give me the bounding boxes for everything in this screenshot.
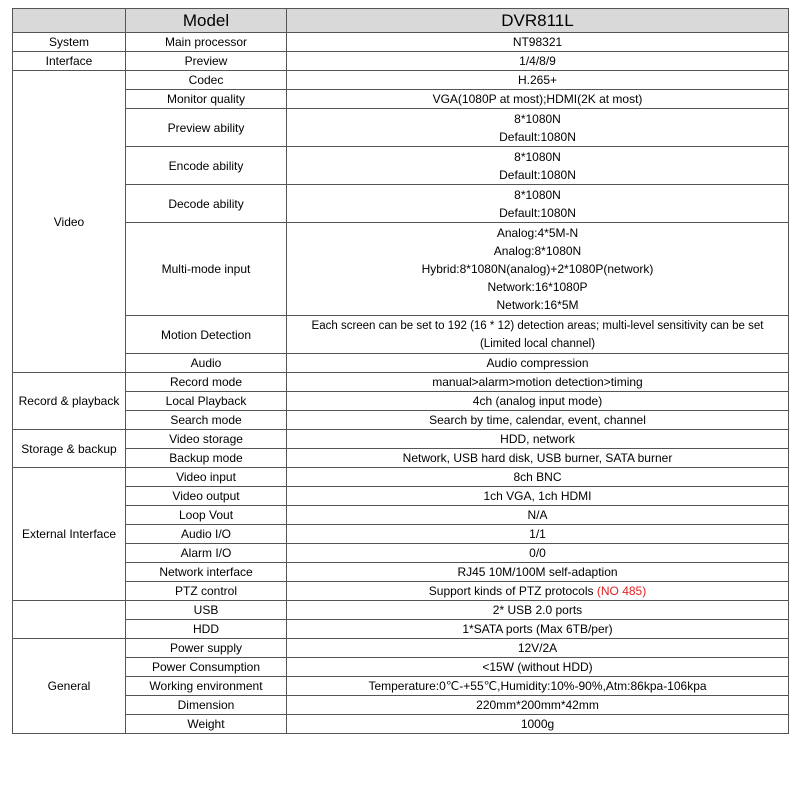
row-value: H.265+ [287,71,789,90]
value-line: 8*1080N [514,149,561,164]
row-label: USB [126,601,287,620]
row-value: <15W (without HDD) [287,658,789,677]
value-line: 8*1080N [514,187,561,202]
value-line: Network:16*1080P [487,280,588,294]
table-row [13,620,789,639]
table-row [13,33,789,52]
table-row [13,109,789,147]
table-row [13,715,789,734]
row-label: Local Playback [126,392,287,411]
value-line: Analog:4*5M-N [496,226,579,240]
model-label: Model [126,9,287,33]
row-label: Dimension [126,696,287,715]
category-interface: Interface [13,52,126,71]
row-value: 1000g [287,715,789,734]
table-row [13,147,789,185]
model-value: DVR811L [287,9,789,33]
value-line: Default:1080N [499,205,576,220]
row-label: Video output [126,487,287,506]
table-row [13,658,789,677]
row-label: Video input [126,468,287,487]
value-line: Network:16*5M [496,298,579,312]
row-label: Encode ability [126,147,287,185]
table-row [13,468,789,487]
row-label: Multi-mode input [126,223,287,316]
table-row [13,316,789,354]
row-value: 0/0 [287,544,789,563]
value-line: 8*1080N [514,111,561,126]
table-row [13,52,789,71]
row-value: 2* USB 2.0 ports [287,601,789,620]
row-label: Preview ability [126,109,287,147]
row-label: Monitor quality [126,90,287,109]
table-row [13,185,789,223]
table-row [13,487,789,506]
table-row [13,223,789,316]
row-label: HDD [126,620,287,639]
category-external: External Interface [13,468,126,601]
row-label: Preview [126,52,287,71]
row-label: Codec [126,71,287,90]
table-row [13,90,789,109]
ptz-value-text: Support kinds of PTZ protocols [428,584,594,598]
row-value: Search by time, calendar, event, channel [287,411,789,430]
row-value [287,582,789,601]
table-row [13,544,789,563]
row-value: VGA(1080P at most);HDMI(2K at most) [287,90,789,109]
row-value: 220mm*200mm*42mm [287,696,789,715]
row-label: Audio compression [287,354,789,373]
row-label: Decode ability [126,185,287,223]
row-label: Motion Detection [126,316,287,354]
table-row [13,582,789,601]
category-blank [13,601,126,639]
row-value: Network, USB hard disk, USB burner, SATA burner [287,449,789,468]
row-label: Audio I/O [126,525,287,544]
category-storage: Storage & backup [13,430,126,468]
value-line: Default:1080N [499,129,576,144]
category-system: System [13,33,126,52]
row-value: Temperature:0℃-+55℃,Humidity:10%-90%,Atm:86kpa-106kpa [287,677,789,696]
table-row [13,430,789,449]
category-video: Video [13,71,126,373]
row-value: 12V/2A [287,639,789,658]
row-value [287,147,789,185]
value-line: Each screen can be set to 192 (16 * 12) detection areas; multi-level sensitivity can be set [311,319,764,332]
table-row [13,354,789,373]
row-label: Network interface [126,563,287,582]
table-row [13,411,789,430]
header-row [13,9,789,33]
category-general: General [13,639,126,734]
row-value [287,316,789,354]
row-value: N/A [287,506,789,525]
value-line: Hybrid:8*1080N(analog)+2*1080P(network) [421,262,654,276]
row-value [287,109,789,147]
row-label: Main processor [126,33,287,52]
table-row [13,563,789,582]
row-label: Backup mode [126,449,287,468]
row-label: Search mode [126,411,287,430]
row-value: manual>alarm>motion detection>timing [287,373,789,392]
row-value: 1/4/8/9 [287,52,789,71]
row-value: 8ch BNC [287,468,789,487]
row-label: Power Consumption [126,658,287,677]
table-row [13,601,789,620]
table-row [13,373,789,392]
row-label: Video storage [126,430,287,449]
row-value: 1ch VGA, 1ch HDMI [287,487,789,506]
row-value [287,223,789,316]
value-line: Default:1080N [499,167,576,182]
table-row [13,506,789,525]
row-value: 4ch (analog input mode) [287,392,789,411]
table-row [13,392,789,411]
row-label: Power supply [126,639,287,658]
row-label: Working environment [126,677,287,696]
table-row [13,449,789,468]
row-value [287,185,789,223]
category-audio: Audio [126,354,287,373]
table-row [13,696,789,715]
value-line: Analog:8*1080N [493,244,582,258]
table-row [13,525,789,544]
spec-table [12,8,789,734]
row-label: Weight [126,715,287,734]
row-label: Loop Vout [126,506,287,525]
row-label: PTZ control [126,582,287,601]
value-line: (Limited local channel) [479,337,596,350]
category-record: Record & playback [13,373,126,430]
row-value: 1/1 [287,525,789,544]
row-label: Record mode [126,373,287,392]
row-value: 1*SATA ports (Max 6TB/per) [287,620,789,639]
ptz-note: (NO 485) [596,584,647,598]
row-label: Alarm I/O [126,544,287,563]
table-row [13,677,789,696]
row-value: HDD, network [287,430,789,449]
table-row [13,639,789,658]
row-value: RJ45 10M/100M self-adaption [287,563,789,582]
row-value: NT98321 [287,33,789,52]
table-row [13,71,789,90]
